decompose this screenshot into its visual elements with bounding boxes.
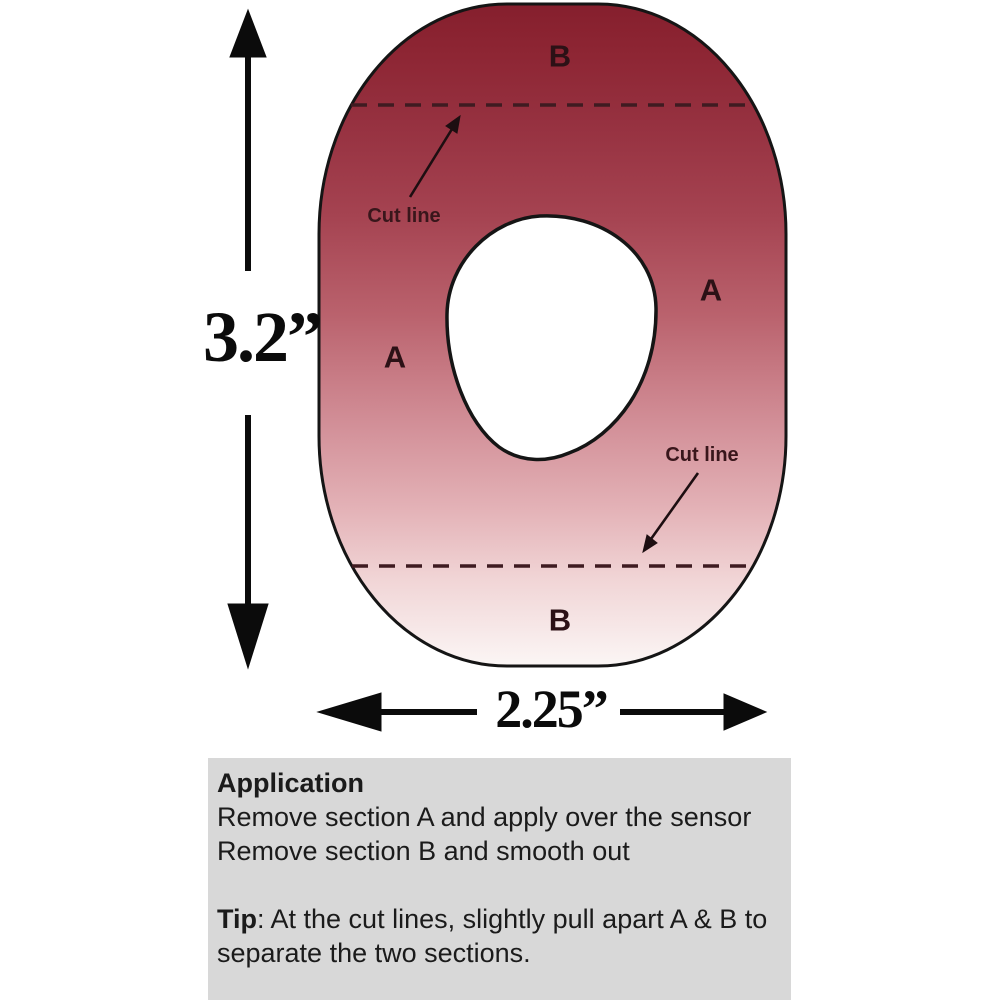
section-label-b-bottom: B <box>548 602 572 638</box>
instructions-spacer <box>217 868 781 902</box>
tip-text-line-1: : At the cut lines, slightly pull apart A & B to <box>257 904 768 934</box>
instructions-line-1: Remove section A and apply over the sensor <box>217 802 752 832</box>
cut-line-label-top: Cut line <box>367 205 441 227</box>
section-label-a-right: A <box>699 272 723 308</box>
instructions-heading: Application <box>217 768 364 798</box>
instructions-line-2: Remove section B and smooth out <box>217 836 630 866</box>
width-dimension-label: 2.25” <box>495 679 607 739</box>
tip-text-line-2: separate the two sections. <box>217 938 531 968</box>
cut-line-label-bottom: Cut line <box>665 444 739 466</box>
section-label-a-left: A <box>383 339 407 375</box>
tip-label: Tip <box>217 904 257 934</box>
height-dimension-label: 3.2” <box>203 297 321 377</box>
instructions-panel <box>208 758 791 1000</box>
section-label-b-top: B <box>548 38 572 74</box>
instructions-tip <box>217 902 781 970</box>
